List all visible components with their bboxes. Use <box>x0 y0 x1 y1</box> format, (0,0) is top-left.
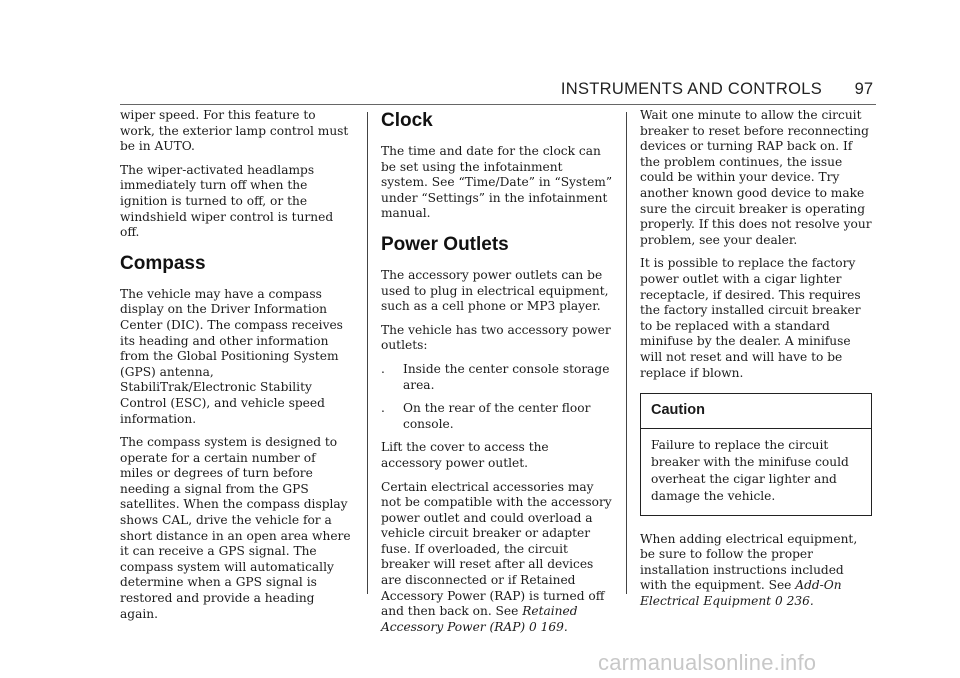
bullet-text: Inside the center console storage area. <box>403 361 610 392</box>
column-divider <box>367 112 368 594</box>
paragraph: The vehicle has two accessory power outlets: <box>381 322 611 353</box>
column-divider <box>626 112 627 594</box>
page-reference: 0 236. <box>774 594 814 609</box>
caution-box <box>640 393 872 516</box>
bullet-text: On the rear of the center floor console. <box>403 401 591 431</box>
column-middle <box>381 108 613 643</box>
paragraph: The vehicle may have a compass display on the Driver Information Center (DIC). The compass receives its heading and other information from the Global Positioning System (GPS) antenna, StabiliTrak/Electronic Stability Control (ESC), and vehicle speed information. <box>120 286 343 426</box>
list-item <box>381 401 613 432</box>
cross-reference-link[interactable]: Retained Accessory Power (RAP) <box>381 604 578 634</box>
bullet-marker: . <box>381 401 385 416</box>
section-title: INSTRUMENTS AND CONTROLS <box>560 80 822 98</box>
page-reference: 0 169. <box>529 619 568 634</box>
paragraph: Wait one minute to allow the circuit breaker to reset before reconnecting devices or turning RAP back on. If the problem continues, the issue could be within your device. Try another known good device to make sure the circuit breaker is operating properly. If this does not resolve your problem, see your dealer. <box>640 108 872 247</box>
paragraph <box>381 440 613 471</box>
paragraph-text: When adding electrical equipment, be sure to follow the proper installation instructions included with the equipment. See <box>640 531 858 593</box>
paragraph: The wiper-activated headlamps immediately turn off when the ignition is turned to off, or the windshield wiper control is turned off. <box>120 162 334 240</box>
page-header <box>0 80 960 104</box>
bullet-marker: . <box>381 361 385 376</box>
paragraph <box>640 532 872 610</box>
page-number: 97 <box>854 80 873 98</box>
clock-heading: Clock <box>381 110 433 131</box>
column-right <box>640 108 872 618</box>
power-outlets-heading: Power Outlets <box>381 233 509 255</box>
caution-title: Caution <box>641 394 871 429</box>
cross-reference-link[interactable]: Add-On Electrical Equipment <box>640 578 842 609</box>
caution-text: Failure to replace the circuit breaker with the minifuse could overheat the cigar lighter and damage the vehicle. <box>651 437 849 503</box>
paragraph: The compass system is designed to operate for a certain number of miles or degrees of turn before needing a signal from the GPS satellites. When the compass display shows CAL, drive the vehicle for a short distance in an open area where it can receive a GPS signal. The compass system will automatically determine when a GPS signal is restored and provide a heading again. <box>120 435 351 621</box>
paragraph: wiper speed. For this feature to work, the exterior lamp control must be in AUTO. <box>120 108 349 154</box>
paragraph: The time and date for the clock can be set using the infotainment system. See “Time/Date” in “System” under “Settings” in the infotainment manual. <box>381 144 613 221</box>
paragraph-text: Lift the cover to access the accessory power outlet. <box>381 440 549 470</box>
paragraph: The accessory power outlets can be used to plug in electrical equipment, such as a cell phone or MP3 player. <box>381 267 609 314</box>
paragraph <box>381 480 613 636</box>
list-item <box>381 362 613 393</box>
paragraph-text: Certain electrical accessories may not be compatible with the accessory power outlet and could overload a vehicle circuit breaker or adapter fuse. If overloaded, the circuit breaker will reset after all devices are disconnected or if Retained Accessory Power (RAP) is turned off and then back on. See <box>381 479 612 619</box>
compass-heading: Compass <box>120 252 206 274</box>
header-rule <box>120 104 876 105</box>
paragraph: It is possible to replace the factory power outlet with a cigar lighter receptacle, if desired. This requires the factory installed circuit breaker to be replaced with a standard minifuse by the dealer. A minifuse will not reset and will have to be replace if blown. <box>640 256 861 380</box>
column-left <box>120 108 352 630</box>
watermark: carmanualsonline.info <box>598 650 817 675</box>
